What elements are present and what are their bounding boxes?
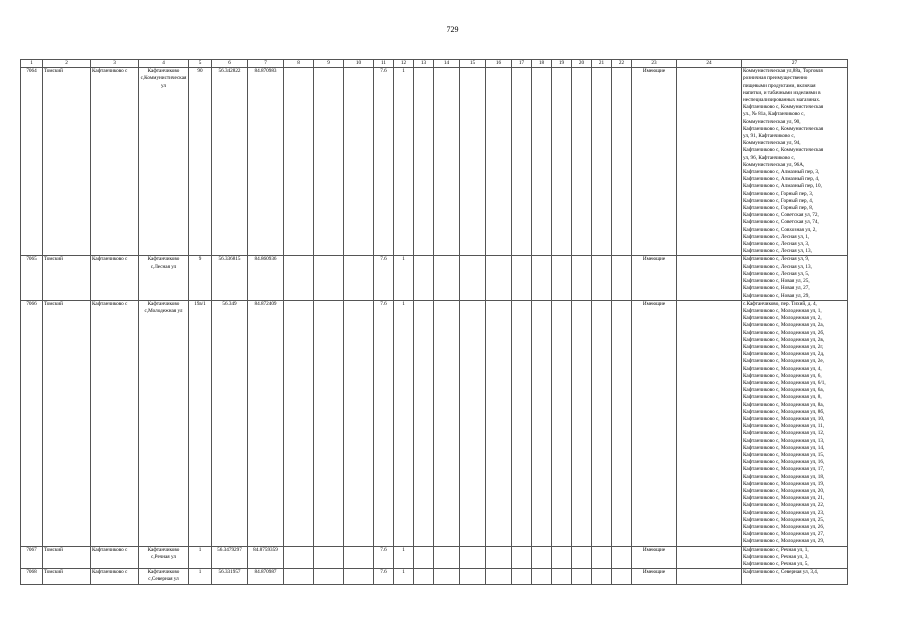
served-address-line: Кафтанчиково с, Молодежная ул, 20, [743,487,825,494]
table-row [21,300,848,546]
header-cell: 7 [248,60,284,68]
header-cell: 6 [212,60,248,68]
served-address-line: Кафтанчиково с, Молодежная ул, 2е, [743,358,824,365]
served-address-line: Кафтанчиково с, Лесная ул, 9, [743,256,810,263]
header-cell: 20 [572,60,592,68]
column-23-cell: Имеющие [632,68,677,256]
latitude-cell: 56.349 [212,300,248,546]
house-cell: 9 [189,256,212,300]
empty-cell [532,546,552,569]
empty-cell [612,569,632,584]
empty-cell [486,256,512,300]
row-id-cell: 7064 [21,68,43,256]
served-address-line: Кафтанчиково с, Молодежная ул, 8б, [743,408,825,415]
served-address-line: Кафтанчиково с, Молодежная ул, 22, [743,502,825,509]
served-address-line: Кафтанчиково с, Молодежная ул, 26, [743,524,825,530]
header-cell: 16 [486,60,512,68]
empty-cell [314,256,344,300]
served-address-line: напитки, и табачными изделиями в [743,89,821,96]
column-12-cell: 1 [394,546,414,569]
served-address-line: Кафтанчиково с, Лесная ул, 13, [743,263,812,270]
empty-cell [532,68,552,256]
empty-cell [572,256,592,300]
empty-cell [677,546,742,569]
served-address-line: Кафтанчиково с, Молодежная ул, 2б, [743,329,825,336]
served-address-line: Кафтанчиково с, Лесная ул, 1, [743,233,810,240]
served-address-line: Кафтанчиково с, Северная ул, 3,4, [743,569,819,576]
empty-cell [434,300,460,546]
header-cell: 12 [394,60,414,68]
empty-cell [552,300,572,546]
served-address-line: Кафтанчиково с, Молодежная ул, 4, [743,365,822,372]
empty-cell [512,569,532,584]
served-address-line: Кафтанчиково с, Молодежная ул, 8а, [743,401,824,408]
served-addresses-cell [742,256,848,300]
empty-cell [677,569,742,584]
header-cell: 5 [189,60,212,68]
header-cell: 8 [284,60,314,68]
empty-cell [512,256,532,300]
served-address-line: неспециализированных магазинах. [743,97,821,104]
header-cell: 27 [742,60,848,68]
empty-cell [414,546,434,569]
header-row [21,60,848,68]
empty-cell [284,68,314,256]
empty-cell [434,256,460,300]
address-cell: Кафтанчиково с,Речная ул [139,546,189,569]
header-cell: 18 [532,60,552,68]
empty-cell [460,256,486,300]
longitude-cell: 84.872409 [248,300,284,546]
empty-cell [592,68,612,256]
served-address-line: Кафтанчиково с, Молодежная ул, 2а, [743,322,824,329]
empty-cell [284,546,314,569]
column-12-cell: 1 [394,68,414,256]
header-cell: 13 [414,60,434,68]
served-address-line: Коммунистическая ул, 90, [743,118,801,125]
served-address-line: Кафтанчиково с, Коммунистическая [743,147,824,154]
address-cell: Кафтанчиково с,Коммунистическая ул [139,68,189,256]
table-body [21,68,848,584]
settlement-cell: Кафтанчиково с [91,300,139,546]
served-address-line: с.Кафтанчиково, пер. Тихий, д. 4, [743,300,817,307]
empty-cell [592,256,612,300]
empty-cell [414,256,434,300]
empty-cell [314,546,344,569]
column-12-cell: 1 [394,256,414,300]
region-cell: Томский [43,256,91,300]
served-address-line: Кафтанчиково с, Молодежная ул, 29, [743,538,825,545]
settlement-cell: Кафтанчиково с [91,68,139,256]
served-address-line: Кафтанчиково с, Новая ул, 29, [743,292,810,299]
served-address-line: Кафтанчиково с, Коммунистическая [743,125,824,132]
header-cell: 3 [91,60,139,68]
empty-cell [460,300,486,546]
row-id-cell: 7065 [21,256,43,300]
served-address-line: Кафтанчиково с, Молодежная ул, 27, [743,531,825,538]
empty-cell [532,256,552,300]
table-row [21,68,848,256]
served-address-line: Кафтанчиково с, Горный пер, 3, [743,190,814,197]
empty-cell [344,300,374,546]
empty-cell [532,300,552,546]
empty-cell [532,569,552,584]
header-cell: 21 [592,60,612,68]
served-address-line: ул, 91, Кафтанчиково с, [743,133,795,140]
served-address-line: Кафтанчиково с, Молодежная ул, 14, [743,444,825,451]
empty-cell [572,569,592,584]
served-address-line: Кафтанчиково с, Молодежная ул, 11, [743,423,825,430]
served-address-line: Кафтанчиково с, Советская ул, 72, [743,212,819,219]
served-address-line: Кафтанчиково с, Молодежная ул, 23, [743,509,825,516]
served-address-line: Кафтанчиково с, Молодежная ул, 1, [743,307,822,314]
region-cell: Томский [43,546,91,569]
empty-cell [344,546,374,569]
served-address-line: Кафтанчиково с, Молодежная ул, 2в, [743,336,825,343]
served-address-line: Кафтанчиково с, Молодежная ул, 6/1, [743,379,826,386]
empty-cell [677,68,742,256]
served-addresses-cell [742,546,848,569]
empty-cell [414,569,434,584]
column-11-cell: 7.6 [374,256,394,300]
empty-cell [434,68,460,256]
empty-cell [414,300,434,546]
row-id-cell: 7066 [21,300,43,546]
address-cell: Кафтанчиково с,Лесная ул [139,256,189,300]
region-cell: Томский [43,569,91,584]
served-address-line: Кафтанчиково с, Речная ул, 5, [743,561,809,568]
served-address-line: Кафтанчиково с, Молодежная ул, 13, [743,437,825,444]
served-address-line: Кафтанчиково с, Молодежная ул, 2г, [743,343,824,350]
column-11-cell: 7.6 [374,300,394,546]
empty-cell [612,256,632,300]
empty-cell [434,546,460,569]
row-id-cell: 7068 [21,569,43,584]
empty-cell [414,68,434,256]
table-row [21,569,848,584]
empty-cell [486,300,512,546]
served-address-line: ул, 96, Кафтанчиково с, [743,154,795,161]
served-address-line: Кафтанчиково с, Горный пер, 8, [743,205,814,212]
empty-cell [612,68,632,256]
header-cell: 1 [21,60,43,68]
served-address-line: Кафтанчиково с, Речная ул, 1, [743,546,809,553]
address-cell: Кафтанчиково с,Северная ул [139,569,189,584]
empty-cell [486,569,512,584]
served-address-line: Коммунистическая ул, 94, [743,140,801,147]
column-12-cell: 1 [394,569,414,584]
empty-cell [314,68,344,256]
served-addresses-cell [742,569,848,584]
served-address-line: Кафтанчиково с, Молодежная ул, 8, [743,394,822,401]
header-cell: 14 [434,60,460,68]
served-address-line: Кафтанчиково с, Лесная ул, 3, [743,241,810,248]
served-address-line: Коммунистическая ул,88а, Торговля [743,68,823,75]
empty-cell [344,256,374,300]
empty-cell [612,546,632,569]
served-address-line: Кафтанчиково с, Горный пер, 4, [743,197,814,204]
header-cell: 19 [552,60,572,68]
header-cell: 15 [460,60,486,68]
house-cell: 1 [189,546,212,569]
empty-cell [592,546,612,569]
empty-cell [552,256,572,300]
empty-cell [314,569,344,584]
served-address-line: Кафтанчиково с, Молодежная ул, 12, [743,430,825,437]
empty-cell [434,569,460,584]
served-address-line: Кафтанчиково с, Новая ул, 25, [743,278,810,285]
latitude-cell: 56.336815 [212,256,248,300]
header-cell: 24 [677,60,742,68]
empty-cell [572,546,592,569]
house-cell: 19а/1 [189,300,212,546]
empty-cell [512,300,532,546]
row-id-cell: 7067 [21,546,43,569]
empty-cell [486,68,512,256]
empty-cell [592,300,612,546]
house-cell: 1 [189,569,212,584]
empty-cell [460,569,486,584]
served-address-line: Кафтанчиково с, Лесная ул, 13, [743,248,812,255]
settlement-cell: Кафтанчиково с [91,546,139,569]
header-cell: 11 [374,60,394,68]
served-address-line: Кафтанчиково с, Молодежная ул, 6, [743,372,822,379]
served-address-line: Кафтанчиково с, Алмазный пер, 4, [743,176,820,183]
served-address-line: Кафтанчиково с, Совхозная ул, 2, [743,226,817,233]
served-address-line: розничная преимущественно [743,75,808,82]
table-row [21,256,848,300]
served-address-line: Кафтанчиково с, Молодежная ул, 2д, [743,351,825,358]
table-row [21,546,848,569]
column-23-cell: Имеющие [632,569,677,584]
empty-cell [460,68,486,256]
empty-cell [284,256,314,300]
served-address-line: Кафтанчиково с, Коммунистическая [743,104,824,111]
column-23-cell: Имеющие [632,546,677,569]
served-address-line: Кафтанчиково с, Лесная ул, 5, [743,270,810,277]
header-cell: 9 [314,60,344,68]
empty-cell [677,256,742,300]
longitude-cell: 84.8759359 [248,546,284,569]
empty-cell [284,569,314,584]
served-address-line: Кафтанчиково с, Алмазный пер, 10, [743,183,822,190]
column-11-cell: 7.6 [374,546,394,569]
longitude-cell: 84.870983 [248,68,284,256]
served-address-line: Кафтанчиково с, Молодежная ул, 18, [743,473,825,480]
header-cell: 4 [139,60,189,68]
empty-cell [552,68,572,256]
served-address-line: Кафтанчиково с, Алмазный пер, 3, [743,169,820,176]
header-cell: 22 [612,60,632,68]
latitude-cell: 56.331957 [212,569,248,584]
served-address-line: Кафтанчиково с, Молодежная ул, 6а, [743,387,824,394]
served-addresses-cell [742,300,848,546]
served-address-line: Коммунистическая ул, 96А, [743,161,805,168]
latitude-cell: 56.342822 [212,68,248,256]
served-address-line: пищевыми продуктами, включая [743,82,816,89]
served-address-line: Кафтанчиково с, Речная ул, 3, [743,553,809,560]
served-address-line: Кафтанчиково с, Молодежная ул, 10, [743,415,825,422]
empty-cell [344,68,374,256]
served-address-line: Кафтанчиково с, Новая ул, 27, [743,285,810,292]
empty-cell [572,300,592,546]
empty-cell [552,546,572,569]
header-cell: 23 [632,60,677,68]
latitude-cell: 56.3479297 [212,546,248,569]
header-cell: 17 [512,60,532,68]
house-cell: 90 [189,68,212,256]
empty-cell [314,300,344,546]
column-12-cell: 1 [394,300,414,546]
longitude-cell: 84.870987 [248,569,284,584]
served-address-line: Кафтанчиково с, Молодежная ул, 16, [743,459,825,466]
served-address-line: Кафтанчиково с, Молодежная ул, 17, [743,466,825,473]
column-11-cell: 7.6 [374,68,394,256]
empty-cell [552,569,572,584]
served-address-line: Кафтанчиково с, Молодежная ул, 2, [743,315,822,322]
header-cell: 10 [344,60,374,68]
region-cell: Томский [43,68,91,256]
empty-cell [572,68,592,256]
longitude-cell: 84.860936 [248,256,284,300]
empty-cell [612,300,632,546]
served-addresses-cell [742,68,848,256]
settlement-cell: Кафтанчиково с [91,569,139,584]
served-address-line: ул., № 81а, Кафтанчиково с, [743,111,805,118]
region-cell: Томский [43,300,91,546]
served-address-line: Кафтанчиково с, Молодежная ул, 19, [743,480,825,487]
address-cell: Кафтанчиково с,Молодежная ул [139,300,189,546]
served-address-line: Кафтанчиково с, Советская ул, 74, [743,219,819,226]
register-table [20,59,848,585]
settlement-cell: Кафтанчиково с [91,256,139,300]
empty-cell [677,300,742,546]
served-address-line: Кафтанчиково с, Молодежная ул, 21, [743,495,825,502]
empty-cell [512,546,532,569]
column-23-cell: Имеющие [632,256,677,300]
column-11-cell: 7.6 [374,569,394,584]
empty-cell [592,569,612,584]
served-address-line: Кафтанчиково с, Молодежная ул, 25, [743,516,825,523]
empty-cell [460,546,486,569]
empty-cell [344,569,374,584]
column-23-cell: Имеющие [632,300,677,546]
empty-cell [284,300,314,546]
empty-cell [512,68,532,256]
header-cell: 2 [43,60,91,68]
empty-cell [486,546,512,569]
served-address-line: Кафтанчиково с, Молодежная ул, 15, [743,451,825,458]
page-number: 729 [446,25,459,34]
